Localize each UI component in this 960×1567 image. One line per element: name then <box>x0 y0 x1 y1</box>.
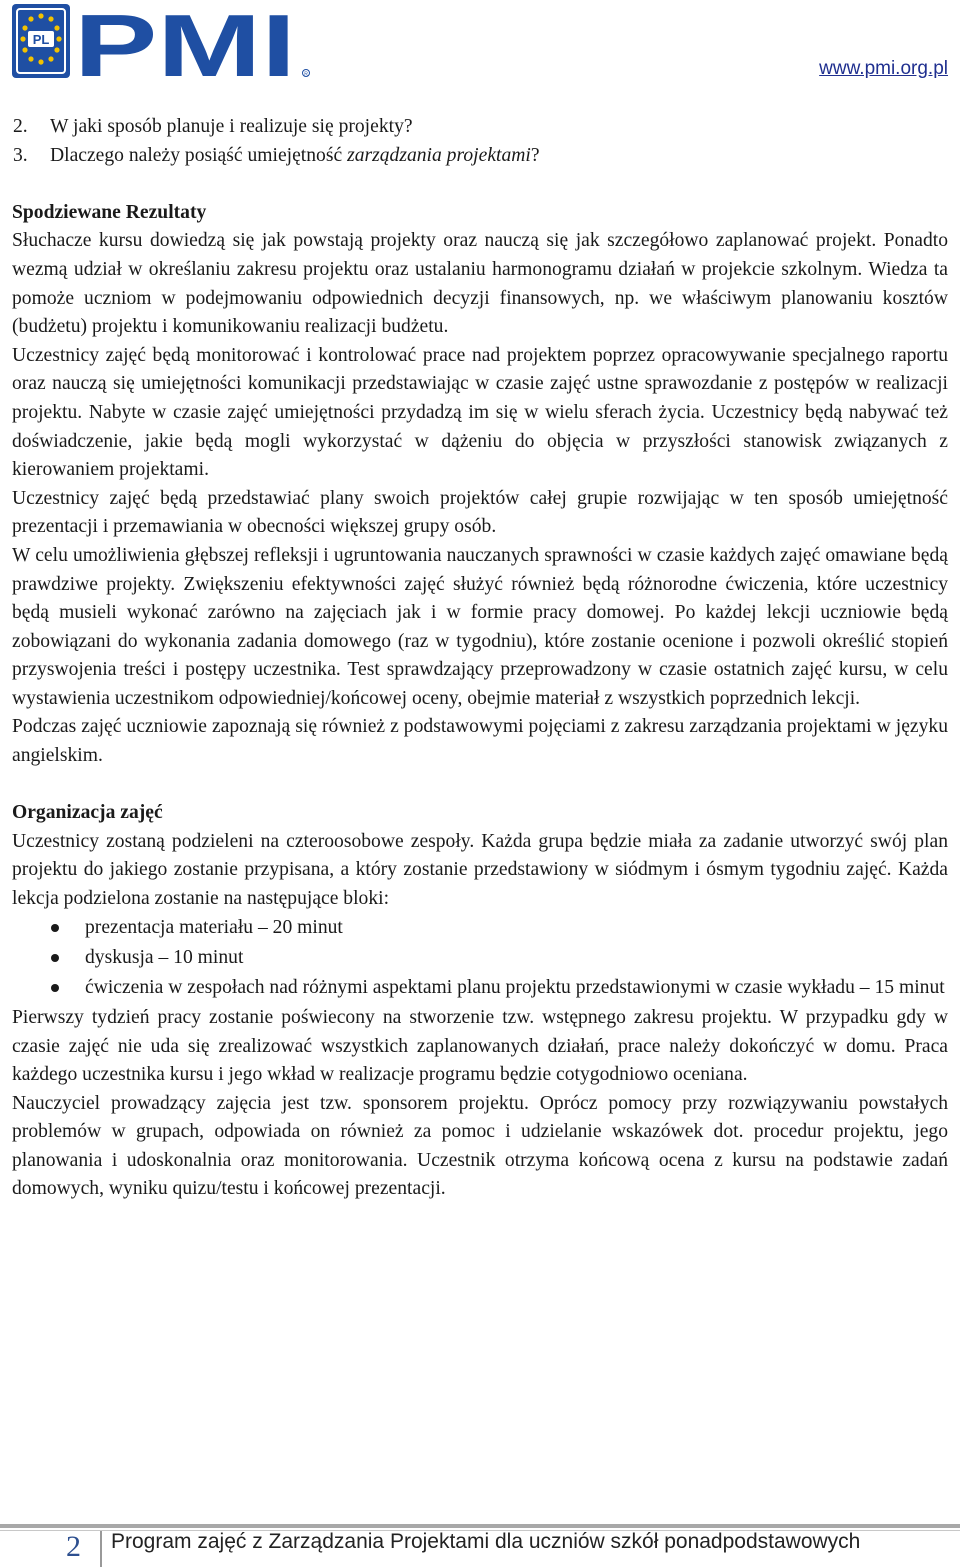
lesson-blocks-list <box>12 914 948 1003</box>
list-item: 2. W jaki sposób planuje i realizuje się projekty? <box>13 116 413 137</box>
eu-badge-icon <box>12 4 70 78</box>
svg-text:PL: PL <box>32 32 50 47</box>
list-item: 3. Dlaczego należy posiąść umiejętność zarządzania projektami? <box>13 144 540 166</box>
list-item: prezentacja materiału – 20 minut <box>85 914 948 943</box>
paragraph: W celu umożliwienia głębszej refleksji i ugruntowania nauczanych sprawności w czasie każdych zajęć omawiane będą prawdziwe projekty. Zwiększeniu efektywności zajęć służyć również będą różnorodne ćwiczenia, które uczestnicy będą musieli wykonać zarówno na zajęciach jak i w formie pracy domowej. Po każdej lekcji uczniowie będą zobowiązani do wykonania zadania domowego (raz w tygodniu), które zostanie ocenione i pozwoli określić stopień przyswojenia treści i postępy uczestnika. Test sprawdzający przeprowadzony w czasie ostatnich zajęć kursu, w celu wystawienia uczestnikom odpowiedniej/końcowej oceny, obejmie materiał z wszystkich poprzednich lekcji. <box>12 544 948 709</box>
section-heading-organization: Organizacja zajęć <box>12 802 163 824</box>
page-number: 2 <box>66 1530 81 1563</box>
paragraph: Uczestnicy zostaną podzieleni na czteroosobowe zespoły. Każda grupa będzie miała za zadanie utworzyć swój plan projektu do jakiego zostanie przypisana, a który zostanie przedstawiony w siódmym i ósmym tygodniu zajęć. Każda lekcja podzielona zostanie na następujące bloki: <box>12 830 948 910</box>
pmi-logo <box>10 2 310 87</box>
paragraph: Uczestnicy zajęć będą przedstawiać plany swoich projektów całej grupie rozwijając w ten sposób umiejętność prezentacji i przemawiania w obecności większej grupy osób. <box>12 487 948 538</box>
svg-text:R: R <box>304 71 308 78</box>
paragraph: Nauczyciel prowadzący zajęcia jest tzw. sponsorem projektu. Oprócz pomocy przy rozwiązywaniu powstałych problemów w grupach, odpowiada on również za pomoc i udzielanie wskazówek dot. procedur projektu, jego planowania i udoskonalnia oraz monitorowania. Uczestnik otrzyma końcową ocena z kursu na podstawie zadań domowych, wyniku quizu/testu i końcowej prezentacji. <box>12 1092 948 1200</box>
paragraph: Słuchacze kursu dowiedzą się jak powstają projekty oraz nauczą się jak szczegółowo zaplanować projekt. Ponadto wezmą udział w określaniu zakresu projektu oraz ustalaniu harmonogramu działań w projekcie szkolnym. Wiedza ta pomoże uczniom w podejmowaniu odpowiednich decyzji finansowych, np. we właściwym planowaniu kosztów (budżetu) projektu i komunikowaniu realizacji budżetu. <box>12 230 948 338</box>
paragraph: Uczestnicy zajęć będą monitorować i kontrolować prace nad projektem poprzez opracowywanie specjalnego raportu oraz nauczą się umiejętności komunikacji przedstawiając w czasie zajęć ustne sprawozdanie z postępów w realizacji projektu. Nabyte w czasie zajęć umiejętności przydadzą im się w wielu sferach życia. Uczestnicy będą nabywać też doświadczenie, jakie będą mogli wykorzystać w dążeniu do objęcia w przyszłości stanowisk związanych z kierowaniem projektami. <box>12 344 948 481</box>
page-header <box>0 0 960 92</box>
question-list <box>12 113 948 170</box>
svg-text:PMI: PMI <box>74 2 296 82</box>
website-link[interactable]: www.pmi.org.pl <box>819 58 948 79</box>
footer-separator <box>100 1531 102 1567</box>
page-footer <box>0 1524 960 1567</box>
document-body <box>12 113 948 1204</box>
footer-divider <box>0 1524 960 1528</box>
section-heading-results: Spodziewane Rezultaty <box>12 201 207 223</box>
paragraph: Podczas zajęć uczniowie zapoznają się również z podstawowymi pojęciami z zakresu zarządzania projektami w języku angielskim. <box>12 716 948 767</box>
footer-title: Program zajęć z Zarządzania Projektami dla uczniów szkół ponadpodstawowych <box>111 1530 861 1553</box>
paragraph: Pierwszy tydzień pracy zostanie poświecony na stworzenie tzw. wstępnego zakresu projektu. W przypadku gdy w czasie zajęć nie uda się zrealizować wszystkich zaplanowanych działań, prace należy dokończyć w domu. Praca każdego uczestnika kursu i jego wkład w realizacje programu będzie cotygodniowo oceniana. <box>12 1006 948 1086</box>
list-item: dyskusja – 10 minut <box>85 944 948 973</box>
list-item: ćwiczenia w zespołach nad różnymi aspektami planu projektu przedstawionymi w czasie wykładu – 15 minut <box>85 974 948 1003</box>
